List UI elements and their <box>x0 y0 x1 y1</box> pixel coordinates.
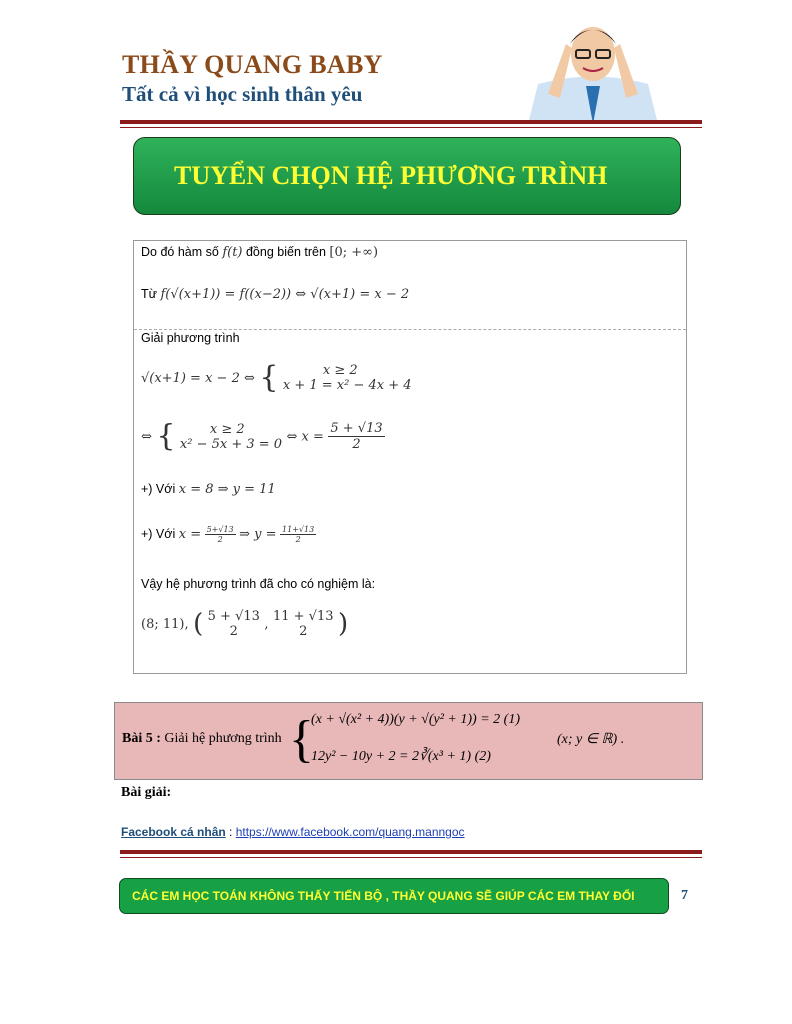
line1-interval: [0; +∞) <box>329 245 379 260</box>
teacher-photo <box>508 14 678 124</box>
brand-name: THẦY QUANG BABY <box>122 50 383 79</box>
case-1 <box>141 482 276 497</box>
case2-xnum: 5+√13 <box>206 525 234 534</box>
problem-eq-top: (x + √(x² + 4))(y + √(y² + 1)) = 2 (1) <box>311 712 520 727</box>
case-2 <box>141 525 316 544</box>
answer-frac2 <box>273 609 334 639</box>
line2-math: f(√(x+1)) = f((x−2)) ⇔ √(x+1) = x − 2 <box>160 287 410 302</box>
page-number: 7 <box>681 888 688 903</box>
line1-mid: đồng biến trên <box>245 245 326 259</box>
case2-xfrac <box>205 525 236 544</box>
answer-num1: 5 + √13 <box>207 609 260 624</box>
comma-icon: , <box>264 617 269 633</box>
eq2-left: ⇔ <box>141 429 152 445</box>
case1-math: x = 8 ⇒ y = 11 <box>178 482 276 497</box>
footer-slogan: CÁC EM HỌC TOÁN KHÔNG THẤY TIẾN BỘ , THẦY QUANG SẼ GIÚP CÁC EM THAY ĐỔI <box>132 889 635 903</box>
answer-first: (8; 11), <box>141 617 189 633</box>
header-rule <box>120 120 702 124</box>
solution-line-1 <box>141 245 378 260</box>
line2-prefix: Từ <box>141 287 158 301</box>
eq1-sys-bottom: x + 1 = x² − 4x + 4 <box>282 378 412 393</box>
problem-eq-bottom: 12y² − 10y + 2 = 2∛(x³ + 1) (2) <box>311 749 491 764</box>
line1-text: Do đó hàm số <box>141 245 219 259</box>
brace-icon: { <box>156 418 176 454</box>
problem-text: Giải hệ phương trình <box>164 731 282 746</box>
solution-line-2 <box>141 287 409 302</box>
title-text: TUYỂN CHỌN HỆ PHƯƠNG TRÌNH <box>174 161 608 190</box>
case2-xden: 2 <box>217 535 223 544</box>
paren-open-icon: ( <box>193 609 204 639</box>
facebook-sep: : <box>225 825 236 839</box>
conclusion: Vậy hệ phương trình đã cho có nghiệm là: <box>141 577 376 591</box>
eq1-system <box>283 363 412 393</box>
paren-close-icon: ) <box>337 609 349 639</box>
footer-banner <box>119 878 669 914</box>
case2-x: x = <box>178 526 202 542</box>
eq2-system <box>180 422 282 452</box>
case2-ynum: 11+√13 <box>282 525 315 534</box>
brace-icon: { <box>289 711 314 768</box>
problem-box <box>114 702 703 780</box>
case2-y: ⇒ y = <box>239 526 277 542</box>
solution-divider <box>134 329 686 330</box>
title-banner <box>133 137 681 215</box>
footer-rule-thin <box>120 857 702 858</box>
facebook-label: Facebook cá nhân <box>121 825 226 839</box>
eq2-den: 2 <box>352 437 361 452</box>
tagline: Tất cả vì học sinh thân yêu <box>122 82 363 106</box>
step-title: Giải phương trình <box>141 331 240 345</box>
case2-prefix: +) Với <box>141 526 176 541</box>
eq2-fraction <box>328 421 384 452</box>
brace-icon: { <box>259 360 279 395</box>
facebook-link[interactable]: https://www.facebook.com/quang.manngoc <box>235 825 465 839</box>
problem-statement <box>122 731 282 747</box>
footer-rule <box>120 850 702 854</box>
problem-label: Bài 5 : <box>122 731 161 746</box>
equation-2 <box>141 418 385 454</box>
answer <box>141 609 348 639</box>
equation-1 <box>141 360 412 395</box>
answer-den1: 2 <box>229 624 238 639</box>
answer-frac1 <box>208 609 260 639</box>
eq2-sys-top: x ≥ 2 <box>209 421 245 437</box>
header-rule-thin <box>120 127 702 128</box>
case2-yden: 2 <box>295 535 301 544</box>
eq2-num: 5 + √13 <box>330 421 383 436</box>
case2-yfrac <box>280 525 316 544</box>
eq2-right: ⇔ x = <box>286 429 324 445</box>
eq2-sys-bottom: x² − 5x + 3 = 0 <box>179 436 283 452</box>
answer-den2: 2 <box>299 624 308 639</box>
facebook-line <box>121 825 465 839</box>
line1-func: f(t) <box>222 245 243 260</box>
answer-num2: 11 + √13 <box>272 609 334 624</box>
solution-box <box>133 240 687 674</box>
eq1-left: √(x+1) = x − 2 ⇔ <box>141 371 255 387</box>
eq1-sys-top: x ≥ 2 <box>322 363 358 378</box>
problem-domain: (x; y ∈ ℝ) . <box>557 732 625 747</box>
bai-giai: Bài giải: <box>121 785 172 800</box>
case1-prefix: +) Với <box>141 482 176 496</box>
